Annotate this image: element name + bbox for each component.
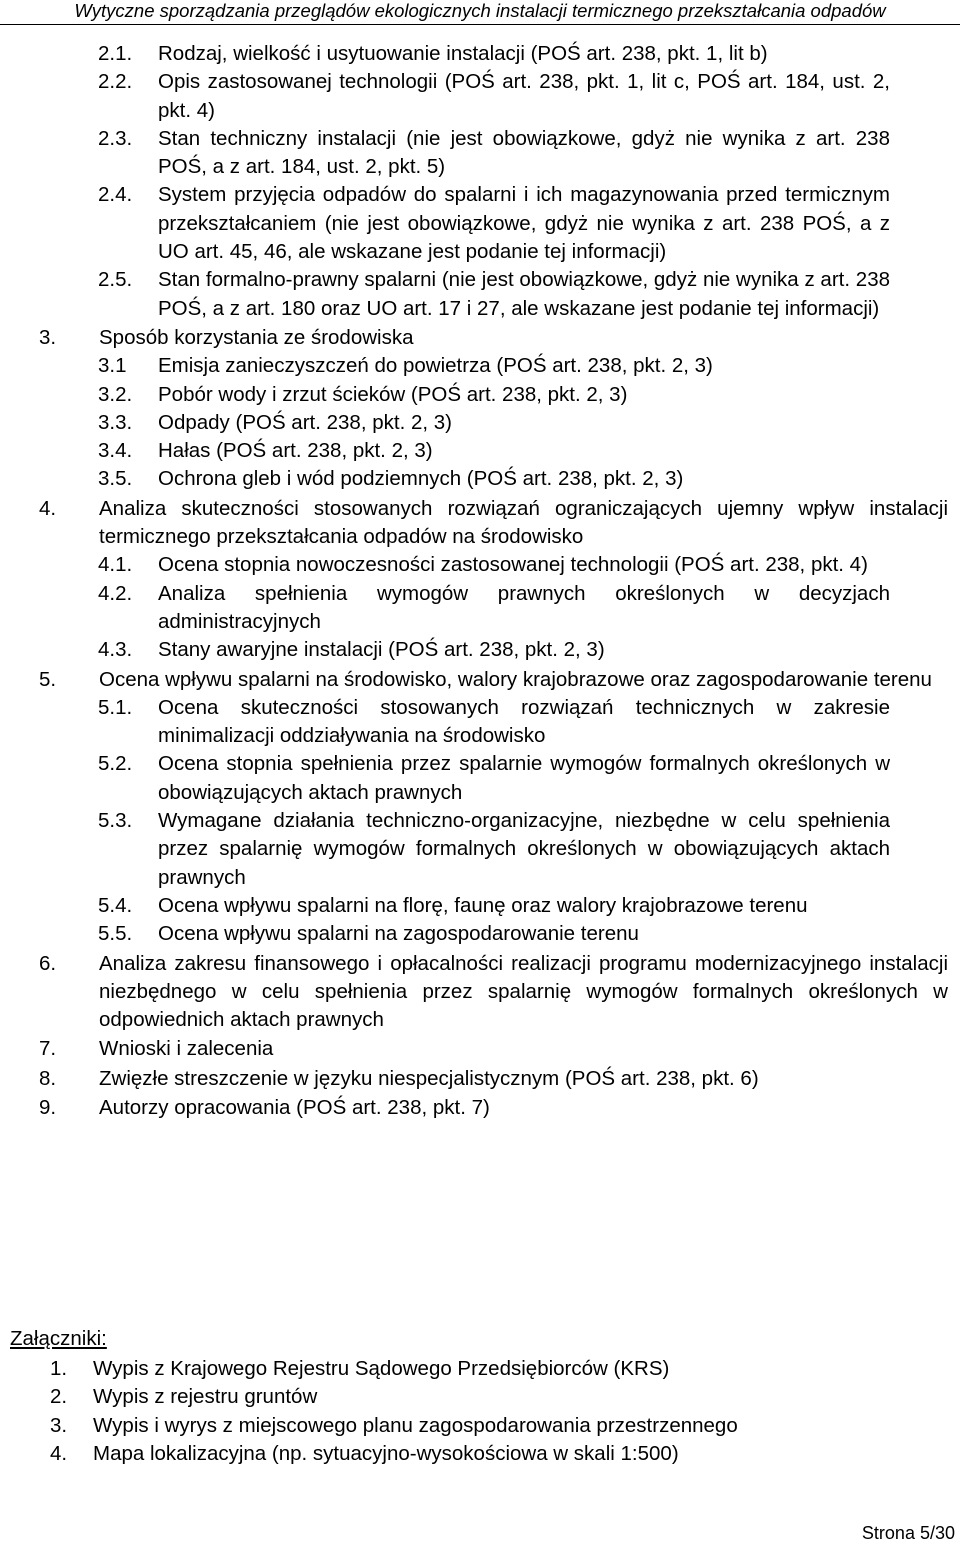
attachment-item bbox=[50, 1355, 930, 1383]
item-text: Wnioski i zalecenia bbox=[99, 1037, 274, 1061]
subsection-item bbox=[0, 40, 960, 68]
item-number: 8. bbox=[39, 1066, 57, 1090]
section-item bbox=[0, 666, 960, 694]
item-text: Ochrona gleb i wód podziemnych (POŚ art. 238, pkt. 2, 3) bbox=[158, 467, 684, 491]
attachment-text: Wypis z rejestru gruntów bbox=[93, 1385, 318, 1409]
section-item bbox=[0, 1035, 960, 1063]
item-number: 4.1. bbox=[98, 553, 133, 577]
subsection-item bbox=[0, 125, 960, 182]
item-number: 5.4. bbox=[98, 893, 133, 917]
item-number: 6. bbox=[39, 951, 57, 975]
item-number: 3.3. bbox=[98, 410, 133, 434]
item-number: 3.1 bbox=[98, 354, 127, 378]
item-number: 5. bbox=[39, 667, 57, 691]
subsection-item bbox=[0, 920, 960, 948]
table-of-contents bbox=[0, 40, 960, 1122]
item-text: Ocena stopnia nowoczesności zastosowanej technologii (POŚ art. 238, pkt. 4) bbox=[158, 553, 868, 577]
item-text: Emisja zanieczyszczeń do powietrza (POŚ art. 238, pkt. 2, 3) bbox=[158, 354, 713, 378]
item-text: Analiza zakresu finansowego i opłacalności realizacji programu modernizacyjnego instalacji niezbędnego w celu spełnienia przez spalarnię wymogów formalnych określonych w odpowiednich aktach prawnych bbox=[99, 951, 948, 1032]
item-number: 5.5. bbox=[98, 922, 133, 946]
subsection-item bbox=[0, 892, 960, 920]
item-text: Rodzaj, wielkość i usytuowanie instalacji (POŚ art. 238, pkt. 1, lit b) bbox=[158, 42, 768, 65]
item-text: Pobór wody i zrzut ścieków (POŚ art. 238, pkt. 2, 3) bbox=[158, 382, 628, 406]
item-text: Ocena skuteczności stosowanych rozwiązań technicznych w zakresie minimalizacji oddziaływania na środowisko bbox=[158, 695, 890, 748]
item-number: 2.4. bbox=[98, 183, 133, 207]
subsection-item bbox=[0, 409, 960, 437]
subsection-item bbox=[0, 807, 960, 892]
attachment-number: 4. bbox=[50, 1441, 68, 1465]
item-text: Stan formalno-prawny spalarni (nie jest obowiązkowe, gdyż nie wynika z art. 238 POŚ, a z art. 180 oraz UO art. 17 i 27, ale wskazane jest podanie tej informacji) bbox=[158, 268, 890, 320]
subsection-item bbox=[0, 551, 960, 579]
item-number: 3.2. bbox=[98, 382, 133, 406]
item-text: Analiza skuteczności stosowanych rozwiązań ograniczających ujemny wpływ instalacji termicznego przekształcania odpadów na środowisko bbox=[99, 496, 948, 549]
subsection-item bbox=[0, 636, 960, 664]
item-number: 5.3. bbox=[98, 809, 133, 833]
subsection-item bbox=[0, 181, 960, 266]
item-number: 4.3. bbox=[98, 638, 133, 662]
attachment-number: 3. bbox=[50, 1413, 68, 1437]
item-text: Ocena wpływu spalarni na florę, faunę oraz walory krajobrazowe terenu bbox=[158, 893, 808, 917]
item-number: 5.1. bbox=[98, 695, 133, 719]
attachment-item bbox=[50, 1440, 930, 1468]
item-number: 2.5. bbox=[98, 268, 133, 292]
item-number: 3. bbox=[39, 325, 57, 349]
item-text: Zwięzłe streszczenie w języku niespecjalistycznym (POŚ art. 238, pkt. 6) bbox=[99, 1066, 759, 1090]
item-number: 4. bbox=[39, 496, 57, 520]
item-number: 2.3. bbox=[98, 126, 133, 150]
attachment-text: Mapa lokalizacyjna (np. sytuacyjno-wysokościowa w skali 1:500) bbox=[93, 1441, 679, 1465]
attachment-number: 1. bbox=[50, 1357, 68, 1380]
running-header: Wytyczne sporządzania przeglądów ekologicznych instalacji termicznego przekształcania odpadów bbox=[0, 0, 960, 25]
section-item bbox=[0, 324, 960, 352]
attachment-text: Wypis z Krajowego Rejestru Sądowego Przedsiębiorców (KRS) bbox=[93, 1357, 670, 1380]
item-text: System przyjęcia odpadów do spalarni i ich magazynowania przed termicznym przekształcaniem (nie jest obowiązkowe, gdyż nie wynika z art. 238 POŚ, a z UO art. 45, 46, ale wskazane jest podanie tej informacji) bbox=[158, 183, 890, 264]
item-number: 4.2. bbox=[98, 581, 133, 605]
subsection-item bbox=[0, 437, 960, 465]
subsection-item bbox=[0, 694, 960, 751]
item-text: Ocena wpływu spalarni na zagospodarowanie terenu bbox=[158, 922, 639, 946]
subsection-item bbox=[0, 352, 960, 380]
subsection-item bbox=[0, 68, 960, 125]
item-text: Wymagane działania techniczno-organizacyjne, niezbędne w celu spełnienia przez spalarnię wymogów formalnych określonych w obowiązujących aktach prawnych bbox=[158, 809, 890, 889]
item-number: 2.1. bbox=[98, 42, 133, 65]
attachment-text: Wypis i wyrys z miejscowego planu zagospodarowania przestrzennego bbox=[93, 1413, 738, 1437]
attachment-number: 2. bbox=[50, 1385, 68, 1409]
section-item bbox=[0, 1094, 960, 1122]
attachment-item bbox=[50, 1412, 930, 1440]
item-number: 5.2. bbox=[98, 752, 133, 776]
item-number: 7. bbox=[39, 1037, 57, 1061]
item-number: 3.4. bbox=[98, 439, 133, 463]
item-text: Analiza spełnienia wymogów prawnych określonych w decyzjach administracyjnych bbox=[158, 581, 890, 633]
section-item bbox=[0, 1065, 960, 1093]
item-text: Odpady (POŚ art. 238, pkt. 2, 3) bbox=[158, 410, 452, 434]
attachment-item bbox=[50, 1383, 930, 1411]
subsection-item bbox=[0, 266, 960, 323]
item-text: Ocena wpływu spalarni na środowisko, walory krajobrazowe oraz zagospodarowanie terenu bbox=[99, 667, 932, 691]
subsection-item bbox=[0, 580, 960, 637]
subsection-item bbox=[0, 465, 960, 493]
subsection-item bbox=[0, 381, 960, 409]
page-number: Strona 5/30 bbox=[861, 1523, 955, 1543]
section-item bbox=[0, 495, 960, 552]
section-item bbox=[0, 950, 960, 1035]
subsection-item bbox=[0, 750, 960, 807]
item-text: Ocena stopnia spełnienia przez spalarnie wymogów formalnych określonych w obowiązujących aktach prawnych bbox=[158, 752, 890, 804]
item-text: Sposób korzystania ze środowiska bbox=[99, 325, 414, 349]
item-text: Opis zastosowanej technologii (POŚ art. 238, pkt. 1, lit c, POŚ art. 184, ust. 2, pkt. 4) bbox=[158, 70, 890, 122]
attachments-title: Załączniki: bbox=[10, 1327, 107, 1350]
item-text: Stan techniczny instalacji (nie jest obowiązkowe, gdyż nie wynika z art. 238 POŚ, a z art. 184, ust. 2, pkt. 5) bbox=[158, 126, 890, 179]
item-text: Hałas (POŚ art. 238, pkt. 2, 3) bbox=[158, 439, 433, 463]
item-number: 9. bbox=[39, 1095, 57, 1119]
attachments-list bbox=[50, 1355, 930, 1468]
item-text: Stany awaryjne instalacji (POŚ art. 238, pkt. 2, 3) bbox=[158, 638, 605, 662]
item-number: 2.2. bbox=[98, 70, 133, 94]
item-text: Autorzy opracowania (POŚ art. 238, pkt. 7) bbox=[99, 1095, 490, 1119]
item-number: 3.5. bbox=[98, 467, 133, 491]
